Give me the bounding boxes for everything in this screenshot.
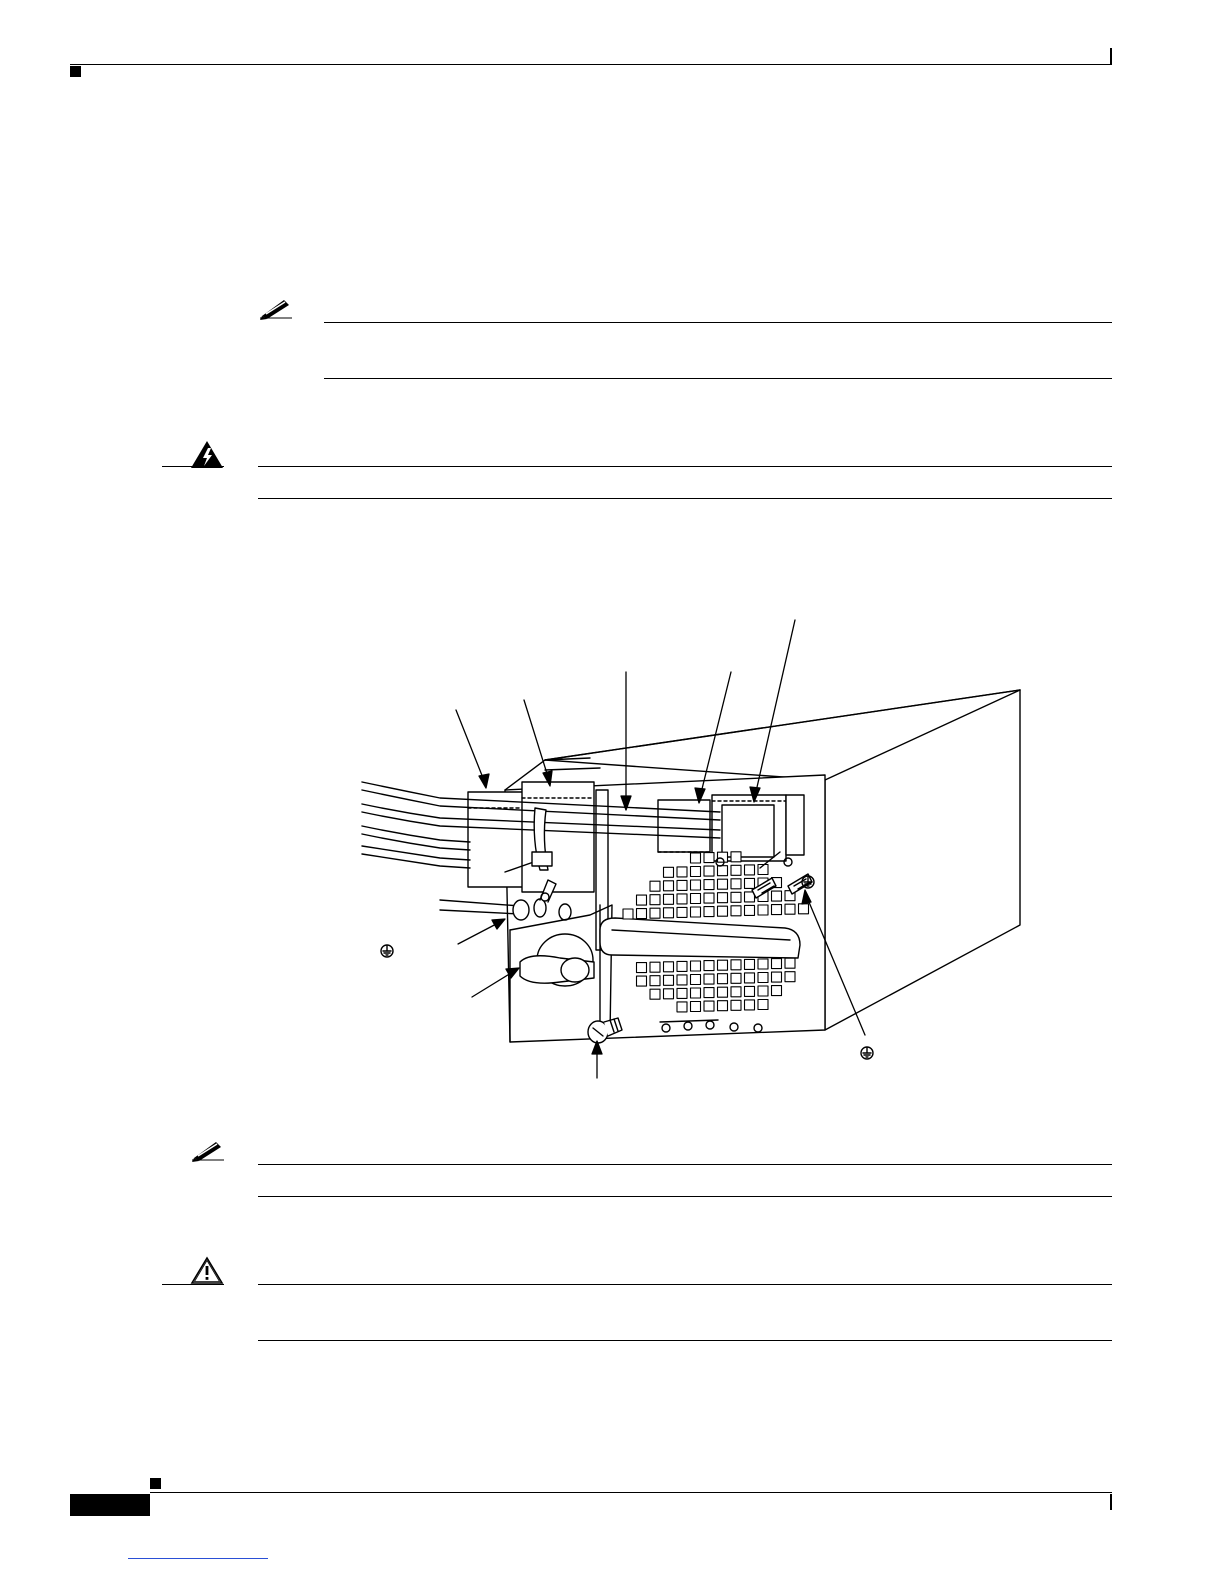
vent-hole [664,989,674,999]
vent-hole [677,894,687,904]
cable-4 [362,846,470,860]
vent-hole [704,961,714,971]
note-pencil-icon [190,1138,224,1162]
vent-hole [677,975,687,985]
vent-hole [745,865,755,875]
note-top-rule [324,322,1112,323]
vent-hole [718,906,728,916]
vent-hole [731,960,741,970]
vent-hole [731,879,741,889]
vent-hole [704,880,714,890]
vent-hole [772,891,782,901]
vent-hole [785,904,795,914]
vent-hole [704,988,714,998]
caution-top-rule [258,1284,1112,1285]
vent-hole [785,958,795,968]
note-pencil-icon [258,296,292,320]
caution-left-rule [162,1284,224,1285]
note2-top-rule [258,1164,1112,1165]
vent-hole [677,880,687,890]
vent-hole [718,879,728,889]
vent-hole [799,904,809,914]
vent-hole [664,908,674,918]
vent-hole [772,905,782,915]
vent-hole [637,976,647,986]
vent-hole [677,961,687,971]
vent-hole [704,893,714,903]
vent-hole [745,959,755,969]
vent-hole [664,881,674,891]
vent-hole [664,867,674,877]
vent-hole [650,989,660,999]
vent-hole [677,1002,687,1012]
vent-hole [691,880,701,890]
cable-3 [362,826,470,842]
footer-right-tick [1110,1494,1112,1510]
vent-hole [664,962,674,972]
caution-triangle-icon [190,1256,224,1286]
warning-top-rule [258,466,1112,467]
vent-hole [691,988,701,998]
warning-bottom-rule [258,498,1112,499]
vent-hole [691,894,701,904]
vent-hole [677,988,687,998]
vent-hole [664,975,674,985]
vent-hole [691,961,701,971]
vent-hole [691,907,701,917]
note-bottom-rule [324,378,1112,379]
vent-hole [731,973,741,983]
vent-hole [650,881,660,891]
vent-hole [650,895,660,905]
caution-bottom-rule [258,1340,1112,1341]
vent-hole [758,905,768,915]
footer-rule [150,1492,1112,1493]
vent-hole [691,853,701,863]
vent-hole [704,907,714,917]
vent-hole [745,878,755,888]
vent-hole [718,960,728,970]
note2-bottom-rule [258,1196,1112,1197]
vent-hole [691,867,701,877]
vent-hole [772,972,782,982]
vent-hole [745,973,755,983]
vent-hole [704,866,714,876]
vent-hole [745,905,755,915]
vent-hole [677,867,687,877]
power-supply-figure [350,610,1050,1085]
vent-hole [650,976,660,986]
vent-hole [731,865,741,875]
vent-hole [731,906,741,916]
vent-hole [650,962,660,972]
vent-hole [731,892,741,902]
vent-hole [704,1001,714,1011]
vent-hole [731,987,741,997]
vent-hole [731,1000,741,1010]
footer-link-underline[interactable] [128,1558,268,1559]
ground-symbol-icon [802,876,814,888]
vent-hole [745,986,755,996]
vent-hole [772,986,782,996]
vent-hole [718,987,728,997]
vent-hole [623,909,633,919]
warning-left-rule [162,466,224,467]
vent-hole [704,853,714,863]
vent-hole [772,959,782,969]
vent-hole [718,1001,728,1011]
vent-hole [718,893,728,903]
header-marker-square [70,66,81,77]
vent-hole [704,974,714,984]
ground-symbol-icon [861,1047,873,1059]
captive-screw [588,1018,622,1043]
vent-hole [637,963,647,973]
vent-hole [785,972,795,982]
footer-page-tab [70,1494,150,1516]
footer-marker-square [150,1478,161,1489]
vent-hole [745,1000,755,1010]
vent-hole [691,975,701,985]
vent-hole [691,1002,701,1012]
header-rule [70,64,1112,65]
ground-symbol-icon [381,945,393,957]
vent-hole [758,973,768,983]
vent-hole [718,866,728,876]
vent-hole [664,894,674,904]
vent-hole [650,908,660,918]
vent-hole [637,909,647,919]
vent-hole [731,852,741,862]
vent-hole [718,852,728,862]
vent-hole [758,986,768,996]
header-right-tick [1110,48,1112,64]
vent-hole [758,959,768,969]
vent-hole [677,907,687,917]
vent-hole [718,974,728,984]
vent-hole [758,1000,768,1010]
vent-hole [637,895,647,905]
